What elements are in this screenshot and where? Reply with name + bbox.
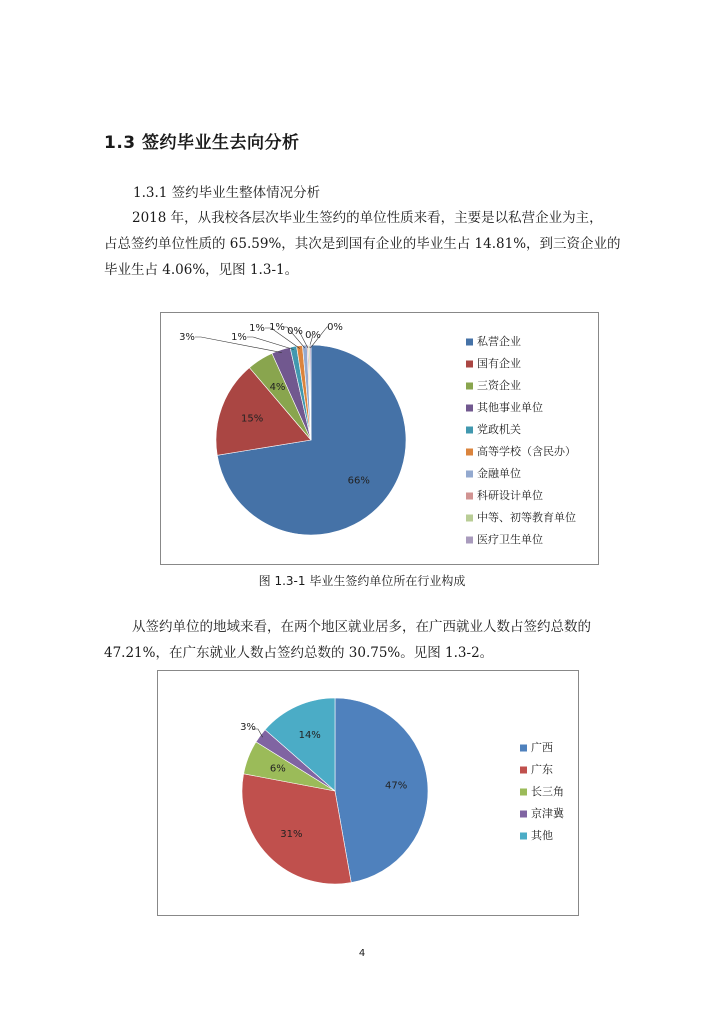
legend-label: 私营企业: [477, 335, 521, 348]
pie-slice: [335, 698, 428, 883]
legend-label: 京津冀: [531, 807, 564, 820]
paragraph-line: 从签约单位的地域来看，在两个地区就业居多，在广西就业人数占签约总数的: [132, 619, 591, 635]
legend-swatch: [466, 449, 473, 456]
legend-swatch: [520, 789, 527, 796]
legend-label: 党政机关: [477, 423, 521, 436]
data-label: 0%: [327, 322, 343, 333]
paragraph-line: 占总签约单位性质的 65.59%，其次是到国有企业的毕业生占 14.81%，到三资企业的: [104, 236, 621, 252]
data-label: 31%: [280, 829, 303, 841]
data-label: 66%: [347, 475, 370, 487]
legend-label: 高等学校（含民办）: [477, 445, 576, 458]
legend-swatch: [466, 493, 473, 500]
page-number: 4: [358, 948, 366, 959]
data-label: 15%: [240, 413, 264, 425]
data-label: 4%: [269, 382, 286, 393]
data-label: 0%: [287, 326, 303, 337]
legend-label: 科研设计单位: [477, 489, 543, 502]
region-pie-chart-frame: [157, 670, 579, 916]
legend-swatch: [466, 427, 473, 434]
legend-swatch: [466, 339, 473, 346]
legend-label: 国有企业: [477, 357, 521, 370]
paragraph-line: 47.21%，在广东就业人数占签约总数的 30.75%。见图 1.3-2。: [104, 645, 494, 661]
data-label: 14%: [298, 730, 321, 742]
data-label: 1%: [249, 323, 265, 334]
subsection-title: 1.3.1 签约毕业生整体情况分析: [133, 185, 321, 201]
legend-label: 广西: [531, 741, 553, 754]
legend-label: 三资企业: [477, 379, 521, 392]
figure-caption: 图 1.3-1 毕业生签约单位所在行业构成: [258, 574, 466, 588]
paragraph-line: 毕业生占 4.06%，见图 1.3-1。: [104, 262, 299, 278]
legend-label: 其他事业单位: [477, 401, 543, 414]
industry-pie-chart-frame: [160, 312, 599, 565]
legend-swatch: [520, 811, 527, 818]
paragraph-line: 2018 年，从我校各层次毕业生签约的单位性质来看，主要是以私营企业为主，: [132, 210, 603, 226]
legend-swatch: [466, 383, 473, 390]
legend-swatch: [520, 745, 527, 752]
legend-label: 长三角: [531, 785, 564, 798]
legend-swatch: [466, 471, 473, 478]
legend-label: 医疗卫生单位: [477, 533, 543, 546]
legend-swatch: [466, 515, 473, 522]
section-title: 1.3 签约毕业生去向分析: [104, 133, 300, 153]
paragraph-signing-nature: [104, 205, 634, 283]
legend-label: 广东: [531, 763, 553, 776]
legend-swatch: [466, 361, 473, 368]
legend-swatch: [466, 537, 473, 544]
data-label: 1%: [231, 332, 247, 343]
legend-label: 其他: [531, 829, 553, 842]
paragraph-signing-region: [104, 614, 634, 666]
industry-pie-chart: [161, 313, 598, 564]
legend-label: 中等、初等教育单位: [477, 511, 576, 524]
legend-label: 金融单位: [477, 467, 521, 480]
legend-swatch: [466, 405, 473, 412]
data-label: 47%: [384, 780, 408, 792]
data-label: 3%: [179, 332, 195, 343]
legend-swatch: [520, 833, 527, 840]
data-label: 0%: [305, 330, 321, 341]
legend-swatch: [520, 767, 527, 774]
data-label: 6%: [269, 763, 286, 775]
data-label: 3%: [240, 722, 256, 733]
data-label: 1%: [269, 322, 285, 333]
region-pie-chart: [158, 671, 578, 915]
